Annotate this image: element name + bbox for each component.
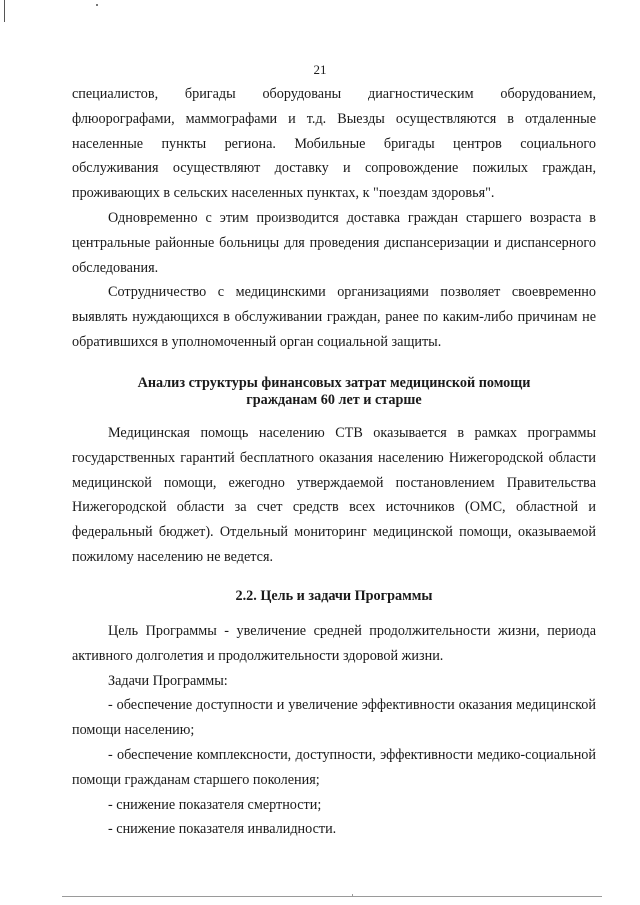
scan-artifact-left-line: [4, 0, 5, 22]
paragraph-delivery: Одновременно с этим производится доставка граждан старшего возраста в центральные районные больницы для проведения диспансеризации и диспансерного обследования.: [72, 209, 596, 276]
heading-goals: 2.2. Цель и задачи Программы: [235, 588, 433, 604]
heading-analysis-line2: гражданам 60 лет и старше: [246, 392, 422, 408]
scan-artifact-dot: [96, 4, 98, 6]
task-item: - обеспечение комплексности, доступности, эффективности медико-социальной помощи гражданам старшего поколения;: [72, 746, 596, 788]
page-number: 21: [313, 62, 327, 77]
paragraph-medical-assistance: Медицинская помощь населению СТВ оказывается в рамках программы государственных гарантий бесплатного оказания населению Нижегородской области медицинской помощи, ежегодно утверждаемой постановлением Правительства Нижегородской области за счет средств всех источников (ОМС, областной и федеральный бюджет). Отдельный мониторинг медицинской помощи, оказываемой пожилому населению не ведется.: [72, 425, 596, 565]
bottom-scan-tick: [352, 894, 353, 897]
heading-analysis-line1: Анализ структуры финансовых затрат медицинской помощи: [137, 375, 531, 391]
tasks-label: Задачи Программы:: [108, 672, 228, 689]
heading-analysis: [72, 375, 596, 409]
goals-section: [72, 619, 596, 842]
task-item: - обеспечение доступности и увеличение эффективности оказания медицинской помощи населению;: [72, 697, 596, 739]
bottom-scan-rule: [62, 896, 602, 897]
goal-text: Цель Программы - увеличение средней продолжительности жизни, периода активного долголетия и продолжительности здоровой жизни.: [72, 623, 596, 664]
task-item: - снижение показателя инвалидности.: [108, 821, 337, 838]
task-item: - снижение показателя смертности;: [108, 796, 322, 813]
heading-goals-wrapper: [72, 588, 596, 605]
intro-section: [72, 82, 596, 355]
analysis-section: [72, 421, 596, 570]
paragraph-cooperation: Сотрудничество с медицинскими организациями позволяет своевременно выявлять нуждающихся в обслуживании граждан, ранее по каким-либо причинам не обратившихся в уполномоченный орган социальной защиты.: [72, 284, 596, 350]
paragraph-mobile-brigades: специалистов, бригады оборудованы диагностическим оборудованием, флюорографами, маммографами и т.д. Выезды осуществляются в отдаленные населенные пункты региона. Мобильные бригады центров социального обслуживания осуществляют доставку и сопровождение пожилых граждан, проживающих в сельских населенных пунктах, к "поездам здоровья".: [72, 86, 596, 202]
